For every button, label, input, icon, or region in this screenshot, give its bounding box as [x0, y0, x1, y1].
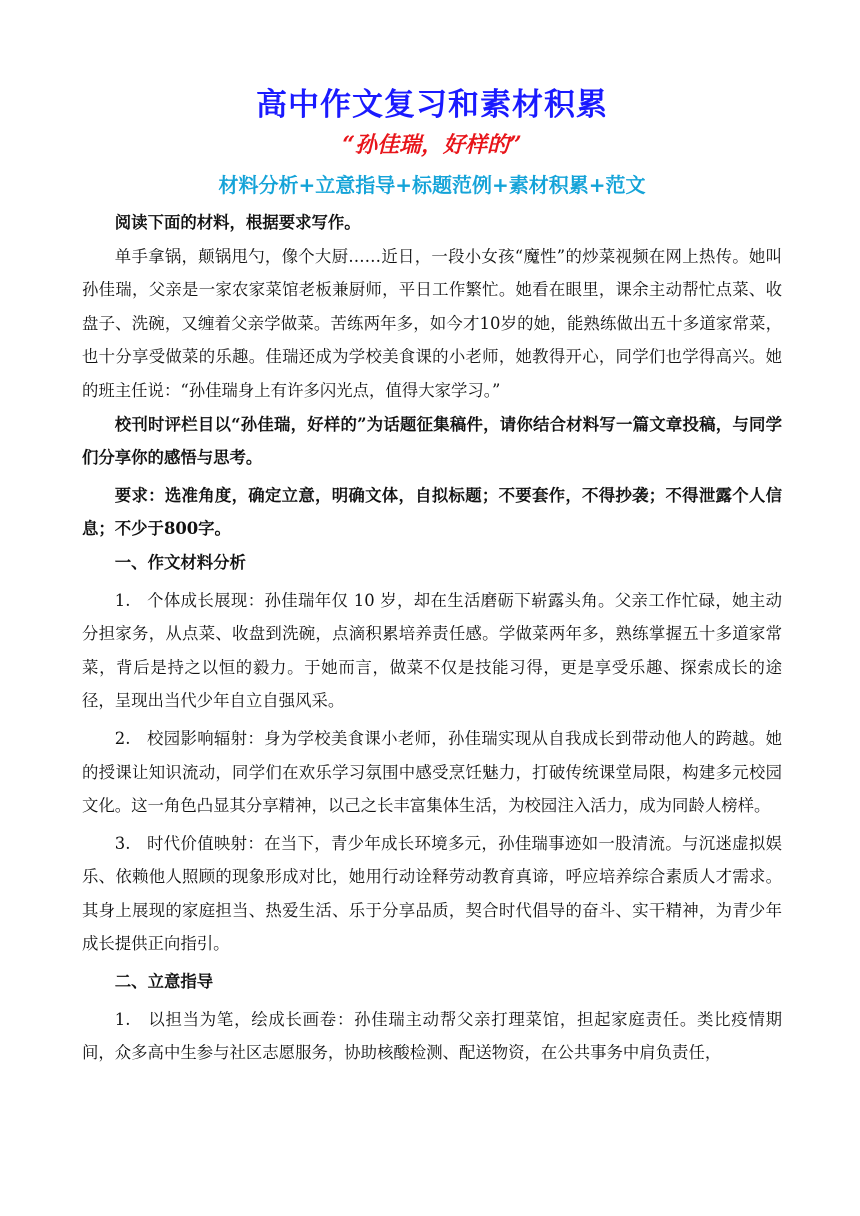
document-title: 高中作文复习和素材积累 — [256, 87, 608, 123]
section1-item: 2. 校园影响辐射：身为学校美食课小老师，孙佳瑞实现从自我成长到带动他人的跨越。她的授课让知识流动，同学们在欢乐学习氛围中感受烹饪魅力，打破传统课堂局限，构建多元校园文化。这一角色凸显其分享精神，以己之长丰富集体生活，为校园注入活力，成为同龄人榜样。 — [82, 728, 782, 816]
document-body — [82, 206, 782, 1070]
section2-item: 1. 以担当为笔，绘成长画卷：孙佳瑞主动帮父亲打理菜馆，担起家庭责任。类比疫情期间，众多高中生参与社区志愿服务，协助核酸检测、配送物资，在公共事务中肩负责任， — [82, 1009, 782, 1063]
requirements-paragraph: 要求：选准角度，确定立意，明确文体，自拟标题；不要套作，不得抄袭；不得泄露个人信息；不少于800字。 — [82, 485, 782, 539]
prompt-heading: 阅读下面的材料，根据要求写作。 — [114, 213, 361, 232]
document-page — [82, 84, 782, 1070]
task-paragraph: 校刊时评栏目以“孙佳瑞，好样的”为话题征集稿件，请你结合材料写一篇文章投稿，与同学们分享你的感悟与思考。 — [82, 414, 782, 468]
section1-item: 1. 个体成长展现：孙佳瑞年仅 10 岁，却在生活磨砺下崭露头角。父亲工作忙碌，她主动分担家务，从点菜、收盘到洗碗，点滴积累培养责任感。学做菜两年多，熟练掌握五十多道家常菜，背后是持之以恒的毅力。于她而言，做菜不仅是技能习得，更是享受乐趣、探索成长的途径，呈现出当代少年自立自强风采。 — [82, 590, 782, 711]
document-subtitle: “孙佳瑞，好样的” — [342, 132, 522, 158]
section1-heading: 一、作文材料分析 — [114, 552, 246, 572]
document-section-list: 材料分析+立意指导+标题范例+素材积累+范文 — [218, 173, 646, 197]
material-paragraph: 单手拿锅，颠锅甩勺，像个大厨……近日，一段小女孩“魔性”的炒菜视频在网上热传。她叫孙佳瑞，父亲是一家农家菜馆老板兼厨师，平日工作繁忙。她看在眼里，课余主动帮忙点菜、收盘子、洗碗，又缠着父亲学做菜。苦练两年多，如今才10岁的她，能熟练做出五十多道家常菜，也十分享受做菜的乐趣。佳瑞还成为学校美食课的小老师，她教得开心，同学们也学得高兴。她的班主任说：“孙佳瑞身上有许多闪光点，值得大家学习。” — [82, 246, 782, 400]
section2-heading: 二、立意指导 — [114, 972, 214, 992]
section1-item: 3. 时代价值映射：在当下，青少年成长环境多元，孙佳瑞事迹如一股清流。与沉迷虚拟娱乐、依赖他人照顾的现象形成对比，她用行动诠释劳动教育真谛，呼应培养综合素质人才需求。其身上展现的家庭担当、热爱生活、乐于分享品质，契合时代倡导的奋斗、实干精神，为青少年成长提供正向指引。 — [82, 833, 782, 954]
